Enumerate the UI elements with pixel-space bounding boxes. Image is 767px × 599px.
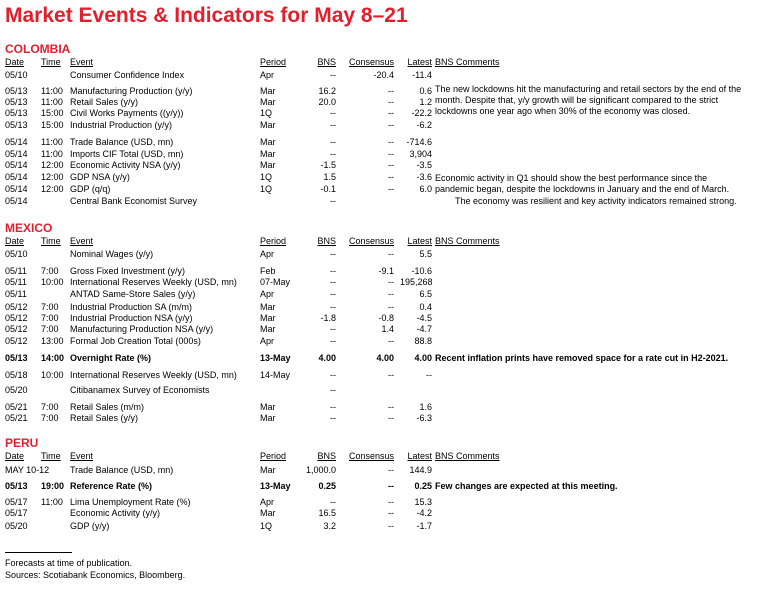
section-title-colombia: COLOMBIA xyxy=(5,42,71,56)
cell-date: 05/17 xyxy=(5,497,28,507)
cell-time: 12:00 xyxy=(41,160,64,170)
cell-event: Civil Works Payments ((y/y)) xyxy=(70,108,184,118)
cell-date: 05/14 xyxy=(5,184,28,194)
cell-event: Retail Sales (m/m) xyxy=(70,402,145,412)
footnote-divider xyxy=(5,552,72,553)
cell-event: Economic Activity NSA (y/y) xyxy=(70,160,181,170)
cell-date: 05/21 xyxy=(5,402,28,412)
table-header xyxy=(0,57,767,68)
cell-period: Mar xyxy=(260,313,276,323)
cell-latest: -22.2 xyxy=(411,108,432,118)
cell-latest: -11.4 xyxy=(412,70,432,80)
cell-latest: 4.00 xyxy=(414,353,432,363)
cell-latest: -3.5 xyxy=(416,160,432,170)
cell-date: 05/17 xyxy=(5,508,28,518)
cell-latest: -3.6 xyxy=(416,172,432,182)
cell-date: 05/12 xyxy=(5,302,28,312)
cell-event: Citibanamex Survey of Economists xyxy=(70,385,210,395)
header-bns: BNS xyxy=(317,236,336,246)
cell-consensus: -- xyxy=(388,497,394,507)
comment: Recent inflation prints have removed space for a rate cut in H2-2021. xyxy=(435,353,729,363)
cell-period: 1Q xyxy=(260,108,273,118)
cell-date: 05/13 xyxy=(5,481,28,491)
cell-period: Mar xyxy=(260,137,276,147)
header-comments: BNS Comments xyxy=(435,57,500,67)
cell-period: Apr xyxy=(260,249,275,259)
header-comments: BNS Comments xyxy=(435,236,500,246)
cell-time: 7:00 xyxy=(41,402,59,412)
table-row xyxy=(0,370,767,381)
table-row xyxy=(0,497,767,508)
comment: The new lockdowns hit the manufacturing and retail sectors by the end of the xyxy=(435,84,742,94)
cell-event: International Reserves Weekly (USD, mn) xyxy=(70,370,237,380)
cell-period: Feb xyxy=(260,266,276,276)
cell-period: Mar xyxy=(260,402,276,412)
cell-latest: 195,268 xyxy=(400,277,433,287)
cell-date: 05/12 xyxy=(5,324,28,334)
table-row xyxy=(0,137,767,148)
cell-period: 1Q xyxy=(260,172,273,182)
cell-date: 05/20 xyxy=(5,521,28,531)
cell-date: 05/14 xyxy=(5,172,28,182)
cell-time: 19:00 xyxy=(41,481,65,491)
cell-latest: 3,904 xyxy=(409,149,432,159)
table-row xyxy=(0,70,767,81)
cell-bns: -- xyxy=(330,370,336,380)
table-row xyxy=(0,402,767,413)
cell-bns: -- xyxy=(330,324,336,334)
cell-date: 05/14 xyxy=(5,149,28,159)
cell-bns: -- xyxy=(330,289,336,299)
header-period: Period xyxy=(260,57,287,67)
cell-period: Mar xyxy=(260,324,276,334)
cell-period: 1Q xyxy=(260,521,273,531)
cell-time: 12:00 xyxy=(41,184,64,194)
cell-consensus: -- xyxy=(388,465,394,475)
cell-latest: 0.4 xyxy=(419,302,432,312)
header-date: Date xyxy=(5,57,25,67)
cell-latest: -4.5 xyxy=(416,313,432,323)
table-row xyxy=(0,289,767,300)
cell-latest: -6.3 xyxy=(416,413,432,423)
cell-date: 05/21 xyxy=(5,413,28,423)
cell-bns: 20.0 xyxy=(318,97,336,107)
cell-time: 11:00 xyxy=(41,149,63,159)
section-title-peru: PERU xyxy=(5,436,39,450)
cell-time: 11:00 xyxy=(41,137,63,147)
cell-consensus: -- xyxy=(388,120,394,130)
footnote: Sources: Scotiabank Economics, Bloomberg. xyxy=(5,570,186,580)
cell-period: Mar xyxy=(260,120,276,130)
cell-bns: -- xyxy=(330,385,336,395)
comment: pandemic began, despite the lockdowns in January and the end of March. xyxy=(435,184,730,194)
cell-period: Mar xyxy=(260,160,276,170)
cell-latest: -4.7 xyxy=(416,324,432,334)
table-row xyxy=(0,277,767,288)
header-period: Period xyxy=(260,236,287,246)
cell-consensus: -- xyxy=(388,184,394,194)
cell-time: 7:00 xyxy=(41,324,59,334)
cell-consensus: -- xyxy=(388,508,394,518)
cell-bns: -0.1 xyxy=(320,184,336,194)
cell-bns: -- xyxy=(330,302,336,312)
cell-period: Mar xyxy=(260,302,276,312)
cell-bns: 4.00 xyxy=(318,353,336,363)
cell-time: 11:00 xyxy=(41,497,63,507)
cell-latest: -6.2 xyxy=(416,120,432,130)
cell-bns: -- xyxy=(330,402,336,412)
cell-event: Trade Balance (USD, mn) xyxy=(70,137,174,147)
cell-event: Lima Unemployment Rate (%) xyxy=(70,497,191,507)
cell-consensus: -- xyxy=(388,277,394,287)
cell-period: Apr xyxy=(260,336,275,346)
cell-bns: -- xyxy=(330,277,336,287)
cell-time: 10:00 xyxy=(41,370,64,380)
table-row xyxy=(0,385,767,396)
header-latest: Latest xyxy=(407,236,432,246)
cell-consensus: -- xyxy=(388,413,394,423)
comment: Economic activity in Q1 should show the best performance since the xyxy=(435,173,708,183)
cell-event: Imports CIF Total (USD, mn) xyxy=(70,149,184,159)
cell-time: 15:00 xyxy=(41,120,64,130)
cell-latest: 1.6 xyxy=(419,402,432,412)
cell-period: Apr xyxy=(260,70,275,80)
cell-bns: -- xyxy=(330,70,336,80)
cell-bns: -1.5 xyxy=(320,160,336,170)
cell-period: Mar xyxy=(260,86,276,96)
cell-time: 7:00 xyxy=(41,266,59,276)
cell-consensus: -0.8 xyxy=(378,313,394,323)
cell-date: 05/11 xyxy=(5,289,27,299)
cell-latest: 0.6 xyxy=(419,86,432,96)
cell-consensus: -- xyxy=(388,481,394,491)
cell-event: Formal Job Creation Total (000s) xyxy=(70,336,201,346)
table-row xyxy=(0,302,767,313)
table-row xyxy=(0,149,767,160)
cell-time: 15:00 xyxy=(41,108,64,118)
header-event: Event xyxy=(70,451,94,461)
cell-event: Manufacturing Production NSA (y/y) xyxy=(70,324,214,334)
table-row xyxy=(0,313,767,324)
comment: Few changes are expected at this meeting. xyxy=(435,481,618,491)
cell-period: 1Q xyxy=(260,184,273,194)
cell-consensus: -- xyxy=(388,137,394,147)
table-row xyxy=(0,336,767,347)
cell-date: 05/14 xyxy=(5,137,28,147)
cell-date: 05/13 xyxy=(5,86,28,96)
cell-period: Mar xyxy=(260,508,276,518)
cell-consensus: -- xyxy=(388,249,394,259)
cell-consensus: -20.4 xyxy=(373,70,394,80)
cell-bns: -- xyxy=(330,108,336,118)
cell-consensus: -- xyxy=(388,149,394,159)
cell-event: Industrial Production SA (m/m) xyxy=(70,302,193,312)
cell-event: Industrial Production (y/y) xyxy=(70,120,173,130)
cell-latest: 1.2 xyxy=(419,97,432,107)
cell-event: Nominal Wages (y/y) xyxy=(70,249,154,259)
cell-date: 05/13 xyxy=(5,353,28,363)
header-period: Period xyxy=(260,451,287,461)
cell-date: 05/10 xyxy=(5,249,28,259)
cell-event: Consumer Confidence Index xyxy=(70,70,185,80)
cell-period: Apr xyxy=(260,497,275,507)
header-event: Event xyxy=(70,236,94,246)
cell-latest: 5.5 xyxy=(419,249,432,259)
cell-latest: 144.9 xyxy=(409,465,432,475)
cell-bns: -- xyxy=(330,497,336,507)
comment: The economy was resilient and key activity indicators remained strong. xyxy=(455,196,737,206)
page-title: Market Events & Indicators for May 8–21 xyxy=(5,4,408,27)
cell-date: 05/13 xyxy=(5,120,28,130)
cell-period: 07-May xyxy=(260,277,291,287)
header-consensus: Consensus xyxy=(348,451,394,461)
cell-period: 13-May xyxy=(260,353,291,363)
cell-latest: -714.6 xyxy=(406,137,432,147)
section-title-mexico: MEXICO xyxy=(5,221,53,235)
header-latest: Latest xyxy=(407,57,432,67)
cell-bns: -- xyxy=(330,196,336,206)
cell-event: ANTAD Same-Store Sales (y/y) xyxy=(70,289,196,299)
cell-bns: -- xyxy=(330,120,336,130)
cell-date: 05/13 xyxy=(5,108,28,118)
table-header xyxy=(0,236,767,247)
cell-period: Apr xyxy=(260,289,275,299)
cell-time: 7:00 xyxy=(41,302,59,312)
cell-consensus: -- xyxy=(388,86,394,96)
cell-time: 11:00 xyxy=(41,97,63,107)
cell-event: Gross Fixed Investment (y/y) xyxy=(70,266,186,276)
cell-bns: -- xyxy=(330,336,336,346)
cell-date: 05/14 xyxy=(5,196,28,206)
cell-period: 13-May xyxy=(260,481,291,491)
cell-bns: -- xyxy=(330,249,336,259)
cell-time: 7:00 xyxy=(41,313,59,323)
header-latest: Latest xyxy=(407,451,432,461)
cell-latest: 0.25 xyxy=(414,481,432,491)
cell-event: Retail Sales (y/y) xyxy=(70,97,139,107)
cell-consensus: -- xyxy=(388,160,394,170)
cell-time: 14:00 xyxy=(41,353,65,363)
cell-latest: 88.8 xyxy=(414,336,432,346)
table-row xyxy=(0,120,767,131)
cell-period: Mar xyxy=(260,149,276,159)
cell-latest: 6.5 xyxy=(419,289,432,299)
cell-bns: 0.25 xyxy=(318,481,336,491)
cell-bns: 1.5 xyxy=(323,172,336,182)
table-row xyxy=(0,249,767,260)
cell-event: Central Bank Economist Survey xyxy=(70,196,198,206)
cell-event: International Reserves Weekly (USD, mn) xyxy=(70,277,237,287)
cell-consensus: -- xyxy=(388,402,394,412)
cell-consensus: -- xyxy=(388,289,394,299)
footnote: Forecasts at time of publication. xyxy=(5,558,133,568)
cell-latest: 15.3 xyxy=(414,497,432,507)
cell-event: GDP NSA (y/y) xyxy=(70,172,130,182)
cell-time: 11:00 xyxy=(41,86,63,96)
cell-event: GDP (y/y) xyxy=(70,521,110,531)
cell-bns: 16.2 xyxy=(318,86,336,96)
cell-latest: -4.2 xyxy=(416,508,432,518)
header-comments: BNS Comments xyxy=(435,451,500,461)
header-time: Time xyxy=(41,57,61,67)
cell-consensus: -- xyxy=(388,370,394,380)
cell-consensus: -- xyxy=(388,521,394,531)
header-bns: BNS xyxy=(317,57,336,67)
header-event: Event xyxy=(70,57,94,67)
cell-latest: 6.0 xyxy=(419,184,432,194)
cell-bns: -- xyxy=(330,149,336,159)
comment: month. Despite that, y/y growth will be significant compared to the strict xyxy=(435,95,719,105)
cell-date: 05/14 xyxy=(5,160,28,170)
header-time: Time xyxy=(41,451,61,461)
table-row xyxy=(0,266,767,277)
cell-consensus: -- xyxy=(388,97,394,107)
cell-consensus: -- xyxy=(388,336,394,346)
header-date: Date xyxy=(5,451,25,461)
cell-period: 14-May xyxy=(260,370,291,380)
cell-time: 7:00 xyxy=(41,413,59,423)
cell-date: 05/18 xyxy=(5,370,28,380)
cell-consensus: 1.4 xyxy=(381,324,394,334)
header-time: Time xyxy=(41,236,61,246)
cell-consensus: -- xyxy=(388,172,394,182)
cell-date: 05/11 xyxy=(5,277,27,287)
cell-event: GDP (q/q) xyxy=(70,184,111,194)
header-consensus: Consensus xyxy=(348,236,394,246)
cell-consensus: -9.1 xyxy=(378,266,394,276)
cell-time: 10:00 xyxy=(41,277,64,287)
cell-date: 05/12 xyxy=(5,313,28,323)
cell-consensus: 4.00 xyxy=(376,353,394,363)
cell-event: Trade Balance (USD, mn) xyxy=(70,465,174,475)
cell-consensus: -- xyxy=(388,302,394,312)
cell-period: Mar xyxy=(260,413,276,423)
cell-bns: 3.2 xyxy=(323,521,336,531)
table-row xyxy=(0,160,767,171)
cell-event: Manufacturing Production (y/y) xyxy=(70,86,193,96)
comment: lockdowns one year ago when 30% of the economy was closed. xyxy=(435,106,691,116)
cell-bns: -- xyxy=(330,137,336,147)
cell-bns: -- xyxy=(330,266,336,276)
table-row xyxy=(0,481,767,492)
cell-date: 05/13 xyxy=(5,97,28,107)
table-row xyxy=(0,324,767,335)
cell-event: Overnight Rate (%) xyxy=(70,353,152,363)
cell-bns: -1.8 xyxy=(320,313,336,323)
cell-event: Industrial Production NSA (y/y) xyxy=(70,313,193,323)
cell-date: 05/20 xyxy=(5,385,28,395)
cell-latest: -- xyxy=(426,370,432,380)
table-row xyxy=(0,465,767,476)
cell-bns: 16.5 xyxy=(318,508,336,518)
cell-bns: -- xyxy=(330,413,336,423)
cell-bns: 1,000.0 xyxy=(305,465,336,475)
header-consensus: Consensus xyxy=(348,57,394,67)
cell-event: Economic Activity (y/y) xyxy=(70,508,161,518)
cell-latest: -10.6 xyxy=(411,266,432,276)
cell-period: Mar xyxy=(260,97,276,107)
cell-time: 13:00 xyxy=(41,336,64,346)
cell-date: 05/11 xyxy=(5,266,27,276)
header-bns: BNS xyxy=(317,451,336,461)
cell-date: 05/12 xyxy=(5,336,28,346)
cell-event: Reference Rate (%) xyxy=(70,481,153,491)
cell-period: Mar xyxy=(260,465,276,475)
table-row xyxy=(0,413,767,424)
cell-date: MAY 10-12 xyxy=(5,465,50,475)
table-header xyxy=(0,451,767,462)
cell-consensus: -- xyxy=(388,108,394,118)
cell-date: 05/10 xyxy=(5,70,28,80)
table-row xyxy=(0,521,767,532)
header-date: Date xyxy=(5,236,25,246)
table-row xyxy=(0,508,767,519)
cell-time: 12:00 xyxy=(41,172,64,182)
cell-latest: -1.7 xyxy=(416,521,432,531)
cell-event: Retail Sales (y/y) xyxy=(70,413,139,423)
